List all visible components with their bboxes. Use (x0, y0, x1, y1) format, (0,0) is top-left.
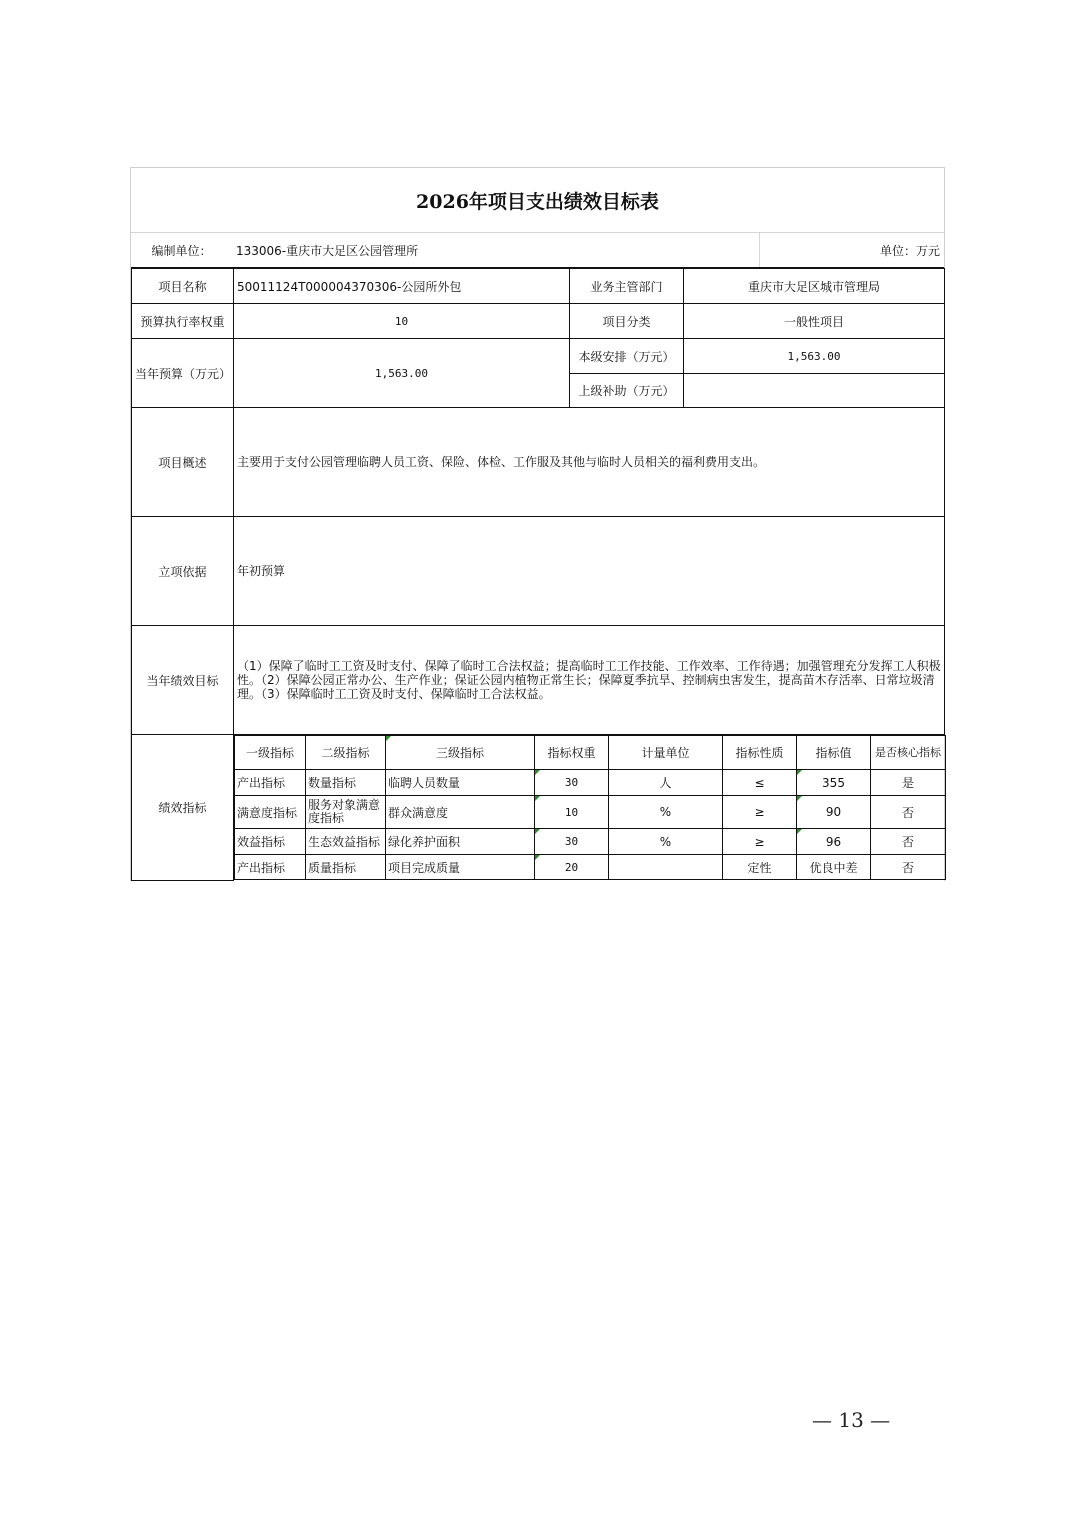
budget-weight-value: 10 (234, 304, 570, 339)
superior-subsidy-value (684, 374, 945, 408)
row-core: 否 (871, 796, 946, 829)
row-core: 否 (871, 829, 946, 855)
row-value: 优良中差 (797, 855, 871, 880)
compiling-unit-label: 编制单位： (151, 243, 212, 258)
row-core: 是 (871, 770, 946, 796)
table-row (235, 829, 946, 855)
performance-indicators-label: 绩效指标 (132, 735, 234, 881)
performance-target-sheet (130, 167, 945, 881)
project-name-value: 50011124T000004370306-公园所外包 (234, 269, 570, 304)
unit-row-divider (759, 233, 760, 267)
row-unit: % (609, 829, 723, 855)
overview-text: 主要用于支付公园管理临聘人员工资、保险、体检、工作服及其他与临时人员相关的福利费用支出。 (234, 408, 945, 517)
row-level3: 项目完成质量 (386, 855, 535, 880)
row-level2: 质量指标 (306, 855, 386, 880)
local-arrangement-label: 本级安排（万元） (570, 339, 684, 374)
row-level1: 产出指标 (235, 770, 306, 796)
row-level2: 服务对象满意度指标 (306, 796, 386, 829)
sheet-title: 2026年项目支出绩效目标表 (131, 168, 944, 233)
row-level3: 绿化养护面积 (386, 829, 535, 855)
row-value: 96 (797, 829, 871, 855)
project-info-table (131, 268, 945, 881)
dept-value: 重庆市大足区城市管理局 (684, 269, 945, 304)
row-unit: 人 (609, 770, 723, 796)
row-level3: 群众满意度 (386, 796, 535, 829)
header-weight: 指标权重 (535, 736, 609, 770)
row-level1: 产出指标 (235, 855, 306, 880)
row-nature: ≤ (723, 770, 797, 796)
local-arrangement-value: 1,563.00 (684, 339, 945, 374)
row-level1: 满意度指标 (235, 796, 306, 829)
row-nature: 定性 (723, 855, 797, 880)
project-name-label: 项目名称 (132, 269, 234, 304)
row-core: 否 (871, 855, 946, 880)
table-row (235, 796, 946, 829)
dept-label: 业务主管部门 (570, 269, 684, 304)
header-unit: 计量单位 (609, 736, 723, 770)
row-nature: ≥ (723, 796, 797, 829)
unit-row (131, 233, 944, 268)
row-weight: 30 (535, 829, 609, 855)
row-weight: 30 (535, 770, 609, 796)
budget-weight-label: 预算执行率权重 (132, 304, 234, 339)
performance-indicators-table (234, 735, 946, 880)
basis-label: 立项依据 (132, 517, 234, 626)
overview-label: 项目概述 (132, 408, 234, 517)
header-core: 是否核心指标 (871, 736, 946, 770)
header-level3: 三级指标 (386, 736, 535, 770)
annual-goal-text: （1）保障了临时工工资及时支付、保障了临时工合法权益；提高临时工工作技能、工作效率、工作待遇；加强管理充分发挥工人积极性。（2）保障公园正常办公、生产作业；保证公园内植物正常生长；保障夏季抗旱、控制病虫害发生，提高苗木存活率、日常垃圾清理。（3）保障临时工工资及时支付、保障临时工合法权益。 (234, 626, 945, 735)
header-nature: 指标性质 (723, 736, 797, 770)
row-weight: 10 (535, 796, 609, 829)
currency-unit: 单位：万元 (879, 243, 940, 258)
superior-subsidy-label: 上级补助（万元） (570, 374, 684, 408)
header-value: 指标值 (797, 736, 871, 770)
category-value: 一般性项目 (684, 304, 945, 339)
compiling-unit-value: 133006-重庆市大足区公园管理所 (236, 243, 419, 258)
table-row (235, 855, 946, 880)
row-value: 355 (797, 770, 871, 796)
row-weight: 20 (535, 855, 609, 880)
header-level1: 一级指标 (235, 736, 306, 770)
row-level2: 数量指标 (306, 770, 386, 796)
row-nature: ≥ (723, 829, 797, 855)
row-unit: % (609, 796, 723, 829)
page-number: — 13 — (812, 1408, 891, 1432)
row-level2: 生态效益指标 (306, 829, 386, 855)
row-level1: 效益指标 (235, 829, 306, 855)
annual-goal-label: 当年绩效目标 (132, 626, 234, 735)
annual-budget-value: 1,563.00 (234, 339, 570, 408)
annual-budget-label: 当年预算（万元） (132, 339, 234, 408)
table-row (235, 770, 946, 796)
category-label: 项目分类 (570, 304, 684, 339)
row-unit (609, 855, 723, 880)
row-value: 90 (797, 796, 871, 829)
header-level2: 二级指标 (306, 736, 386, 770)
row-level3: 临聘人员数量 (386, 770, 535, 796)
basis-text: 年初预算 (234, 517, 945, 626)
performance-indicators-cell (234, 735, 945, 881)
